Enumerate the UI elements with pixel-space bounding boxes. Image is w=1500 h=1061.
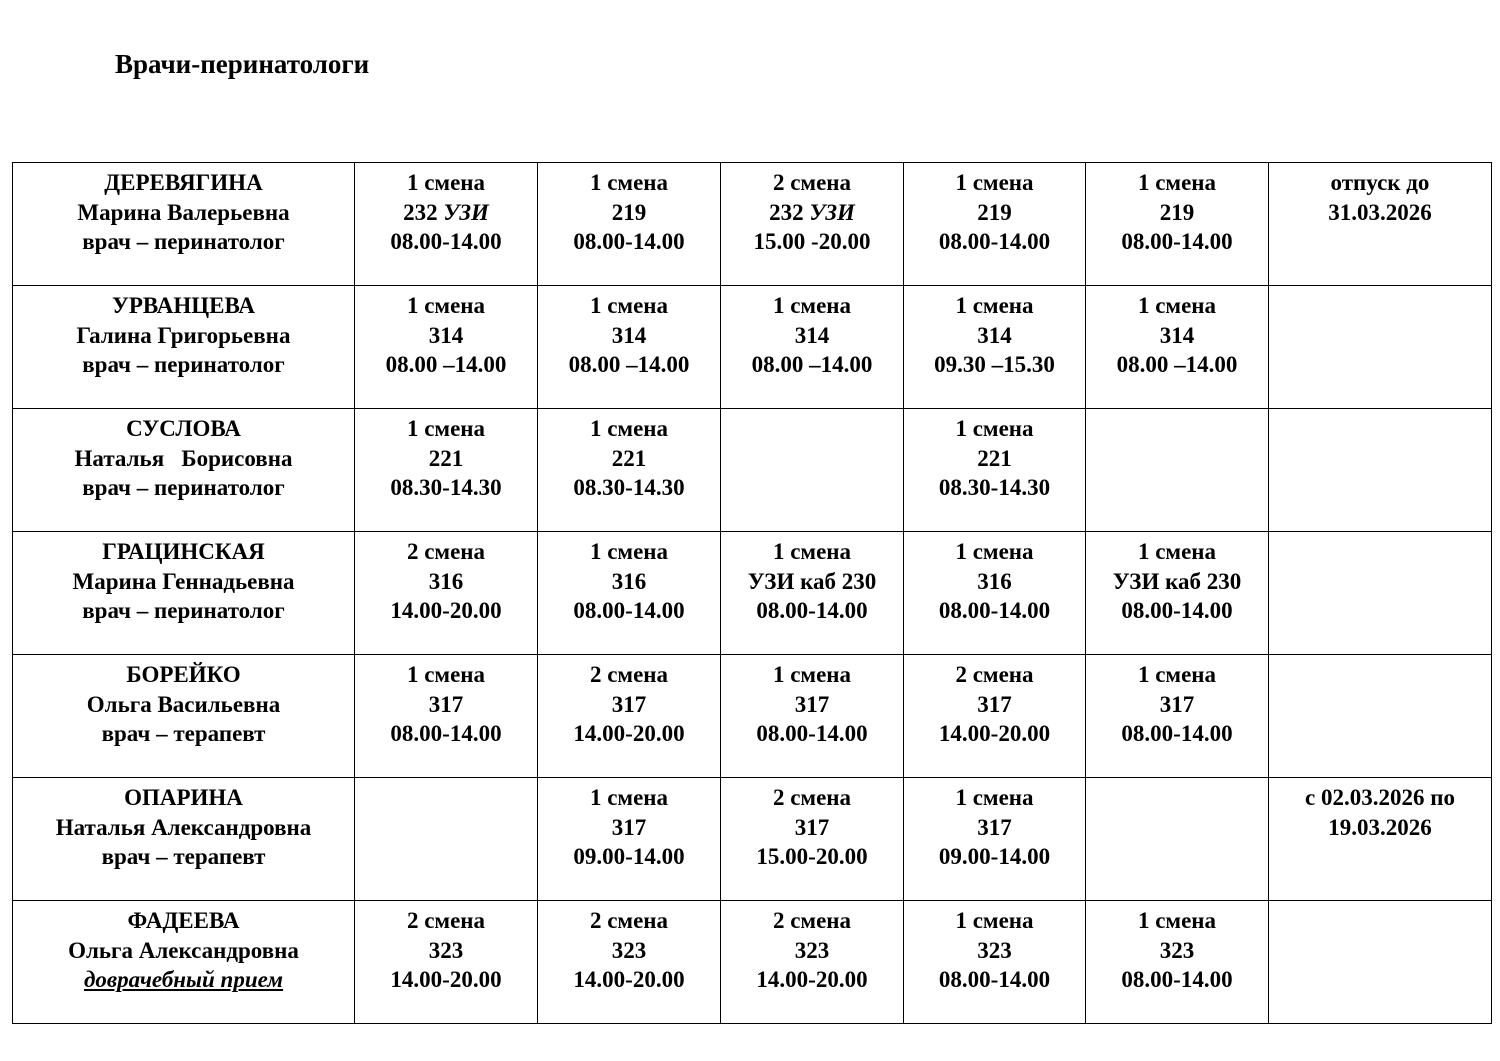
shift-label: 1 смена (772, 539, 852, 564)
shift-time: 08.30-14.30 (938, 475, 1051, 500)
shift-cell (904, 901, 1086, 1024)
shift-label: 1 смена (1137, 662, 1217, 687)
doctor-name: Галина Григорьевна (76, 322, 291, 348)
room-number: УЗИ каб 230 (1112, 568, 1242, 594)
table-row (13, 655, 1492, 778)
shift-label: 1 смена (955, 170, 1034, 195)
shift-time: 08.00-14.00 (1121, 598, 1233, 623)
shift-cell (1086, 655, 1269, 778)
doctor-name: Ольга Александровна (68, 937, 299, 963)
shift-label: 2 смена (589, 662, 669, 687)
doctor-surname: ГРАЦИНСКАЯ (102, 539, 265, 564)
doctor-role: врач – перинатолог (82, 352, 285, 377)
room-number: 317 (611, 691, 647, 717)
shift-label: 1 смена (589, 416, 669, 441)
shift-label: 1 смена (589, 170, 669, 195)
shift-cell (355, 778, 538, 901)
page-title: Врачи-перинатологи (115, 49, 370, 79)
room-number: 314 (428, 322, 464, 348)
shift-label: 2 смена (406, 908, 486, 933)
shift-time: 08.30-14.30 (573, 475, 685, 500)
shift-label: 1 смена (406, 293, 486, 318)
shift-cell (1086, 901, 1269, 1024)
shift-label: 1 смена (406, 416, 486, 441)
room-number: УЗИ каб 230 (747, 568, 877, 594)
doctor-name: Марина Валерьевна (77, 199, 290, 225)
shift-label: 1 смена (772, 662, 852, 687)
note-text: 31.03.2026 (1328, 199, 1432, 225)
room-number: 314 (611, 322, 647, 348)
shift-time: 08.00 –14.00 (751, 352, 873, 377)
shift-cell (1086, 532, 1269, 655)
shift-cell (904, 655, 1086, 778)
shift-label: 1 смена (955, 908, 1034, 933)
doctor-surname: ФАДЕЕВА (127, 908, 240, 933)
shift-label: 2 смена (589, 908, 669, 933)
room-number: 316 (611, 568, 647, 594)
shift-label: 1 смена (772, 293, 852, 318)
note-cell (1269, 286, 1492, 409)
room-note: УЗИ (443, 199, 489, 225)
shift-time: 14.00-20.00 (390, 598, 502, 623)
shift-time: 09.00-14.00 (938, 844, 1051, 869)
room-number: 221 (611, 445, 647, 471)
room-number: 323 (1159, 937, 1195, 963)
room-number: 232 УЗИ (769, 199, 855, 225)
shift-label: 2 смена (772, 785, 852, 810)
room-number: 323 (977, 937, 1012, 963)
shift-label: 1 смена (955, 416, 1034, 441)
room-number: 317 (611, 814, 647, 840)
room-note: УЗИ (809, 199, 855, 225)
room-number: 323 (611, 937, 647, 963)
doctor-surname: СУСЛОВА (126, 416, 241, 441)
shift-label: 1 смена (406, 170, 486, 195)
doctor-cell (13, 286, 355, 409)
shift-cell (904, 532, 1086, 655)
note-text: отпуск до (1330, 170, 1430, 195)
doctor-role: врач – терапевт (101, 721, 266, 746)
room-number: 317 (428, 691, 464, 717)
note-cell (1269, 901, 1492, 1024)
shift-cell (355, 286, 538, 409)
shift-label: 1 смена (1137, 170, 1217, 195)
doctor-name: Наталья Борисовна (74, 445, 293, 471)
table-row (13, 286, 1492, 409)
shift-time: 08.00-14.00 (1121, 229, 1233, 254)
doctor-name: Марина Геннадьевна (72, 568, 295, 594)
room-number: 219 (611, 199, 647, 225)
doctor-role: врач – терапевт (101, 844, 266, 869)
shift-time: 14.00-20.00 (938, 721, 1051, 746)
shift-time: 08.00 –14.00 (568, 352, 690, 377)
shift-time: 08.00-14.00 (756, 721, 868, 746)
shift-label: 1 смена (955, 539, 1034, 564)
doctor-cell (13, 655, 355, 778)
doctor-surname: БОРЕЙКО (126, 662, 241, 687)
shift-time: 08.30-14.30 (390, 475, 502, 500)
room-number: 317 (977, 691, 1012, 717)
table-row (13, 901, 1492, 1024)
note-cell (1269, 409, 1492, 532)
room-number: 323 (794, 937, 830, 963)
note-cell (1269, 655, 1492, 778)
shift-label: 1 смена (1137, 908, 1217, 933)
doctor-name: Наталья Александровна (55, 814, 312, 840)
room-number: 219 (1159, 199, 1195, 225)
doctor-name: Ольга Васильевна (86, 691, 281, 717)
shift-cell (355, 901, 538, 1024)
shift-label: 2 смена (955, 662, 1034, 687)
note-text: 19.03.2026 (1328, 814, 1432, 840)
shift-cell (904, 286, 1086, 409)
doctor-surname: ОПАРИНА (124, 785, 243, 810)
doctor-role: врач – перинатолог (82, 475, 285, 500)
shift-cell (538, 163, 721, 286)
note-cell (1269, 163, 1492, 286)
schedule-table (12, 162, 1492, 1024)
shift-cell (721, 778, 904, 901)
shift-cell (721, 409, 904, 532)
room-number: 316 (428, 568, 464, 594)
shift-time: 08.00 –14.00 (385, 352, 507, 377)
shift-cell (355, 163, 538, 286)
shift-label: 1 смена (955, 785, 1034, 810)
note-cell (1269, 778, 1492, 901)
shift-cell (721, 901, 904, 1024)
shift-time: 08.00-14.00 (1121, 967, 1233, 992)
doctor-role: врач – перинатолог (82, 229, 285, 254)
shift-cell (1086, 163, 1269, 286)
shift-time: 08.00-14.00 (938, 967, 1051, 992)
shift-label: 1 смена (1137, 293, 1217, 318)
shift-cell (538, 532, 721, 655)
shift-cell (355, 655, 538, 778)
room-number: 219 (977, 199, 1012, 225)
room-number: 314 (794, 322, 830, 348)
shift-time: 08.00-14.00 (756, 598, 868, 623)
shift-time: 14.00-20.00 (573, 967, 685, 992)
shift-label: 1 смена (589, 539, 669, 564)
shift-time: 14.00-20.00 (756, 967, 868, 992)
shift-label: 1 смена (406, 662, 486, 687)
shift-time: 08.00-14.00 (390, 721, 502, 746)
shift-cell (721, 655, 904, 778)
shift-time: 08.00-14.00 (390, 229, 502, 254)
doctor-cell (13, 532, 355, 655)
table-row (13, 409, 1492, 532)
shift-cell (904, 163, 1086, 286)
table-row (13, 778, 1492, 901)
doctor-cell (13, 901, 355, 1024)
room-number: 221 (428, 445, 464, 471)
shift-time: 08.00-14.00 (573, 229, 685, 254)
shift-time: 08.00-14.00 (1121, 721, 1233, 746)
doctor-cell (13, 778, 355, 901)
shift-cell (904, 409, 1086, 532)
shift-cell (538, 655, 721, 778)
room-number: 317 (977, 814, 1012, 840)
note-text: с 02.03.2026 по (1305, 785, 1455, 810)
shift-cell (538, 901, 721, 1024)
room-number: 221 (977, 445, 1012, 471)
doctor-surname: УРВАНЦЕВА (111, 293, 256, 318)
doctor-role: врач – перинатолог (82, 598, 285, 623)
shift-label: 1 смена (589, 785, 669, 810)
shift-label: 1 смена (1137, 539, 1217, 564)
shift-time: 14.00-20.00 (390, 967, 502, 992)
room-number: 317 (794, 691, 830, 717)
room-number: 314 (1159, 322, 1195, 348)
room-number: 317 (1159, 691, 1195, 717)
shift-cell (721, 163, 904, 286)
room-number: 323 (428, 937, 464, 963)
shift-time: 08.00-14.00 (938, 229, 1051, 254)
shift-cell (538, 778, 721, 901)
shift-label: 2 смена (772, 170, 852, 195)
shift-cell (1086, 778, 1269, 901)
shift-cell (538, 409, 721, 532)
shift-cell (904, 778, 1086, 901)
room-number: 314 (977, 322, 1012, 348)
table-row (13, 532, 1492, 655)
shift-cell (538, 286, 721, 409)
doctor-surname: ДЕРЕВЯГИНА (104, 170, 263, 195)
shift-cell (355, 409, 538, 532)
shift-cell (1086, 409, 1269, 532)
shift-cell (721, 532, 904, 655)
shift-label: 1 смена (589, 293, 669, 318)
shift-time: 08.00-14.00 (938, 598, 1051, 623)
shift-time: 15.00-20.00 (756, 844, 868, 869)
shift-cell (721, 286, 904, 409)
note-cell (1269, 532, 1492, 655)
room-number: 317 (794, 814, 830, 840)
shift-time: 09.00-14.00 (573, 844, 685, 869)
shift-label: 2 смена (772, 908, 852, 933)
shift-time: 08.00 –14.00 (1116, 352, 1238, 377)
table-row (13, 163, 1492, 286)
shift-cell (355, 532, 538, 655)
shift-time: 09.30 –15.30 (934, 352, 1055, 377)
shift-label: 1 смена (955, 293, 1034, 318)
shift-time: 14.00-20.00 (573, 721, 685, 746)
doctor-role: доврачебный прием (83, 967, 284, 992)
shift-time: 08.00-14.00 (573, 598, 685, 623)
shift-label: 2 смена (406, 539, 486, 564)
room-number: 232 УЗИ (403, 199, 489, 225)
doctor-cell (13, 409, 355, 532)
shift-time: 15.00 -20.00 (753, 229, 871, 254)
room-number: 316 (977, 568, 1012, 594)
shift-cell (1086, 286, 1269, 409)
doctor-cell (13, 163, 355, 286)
